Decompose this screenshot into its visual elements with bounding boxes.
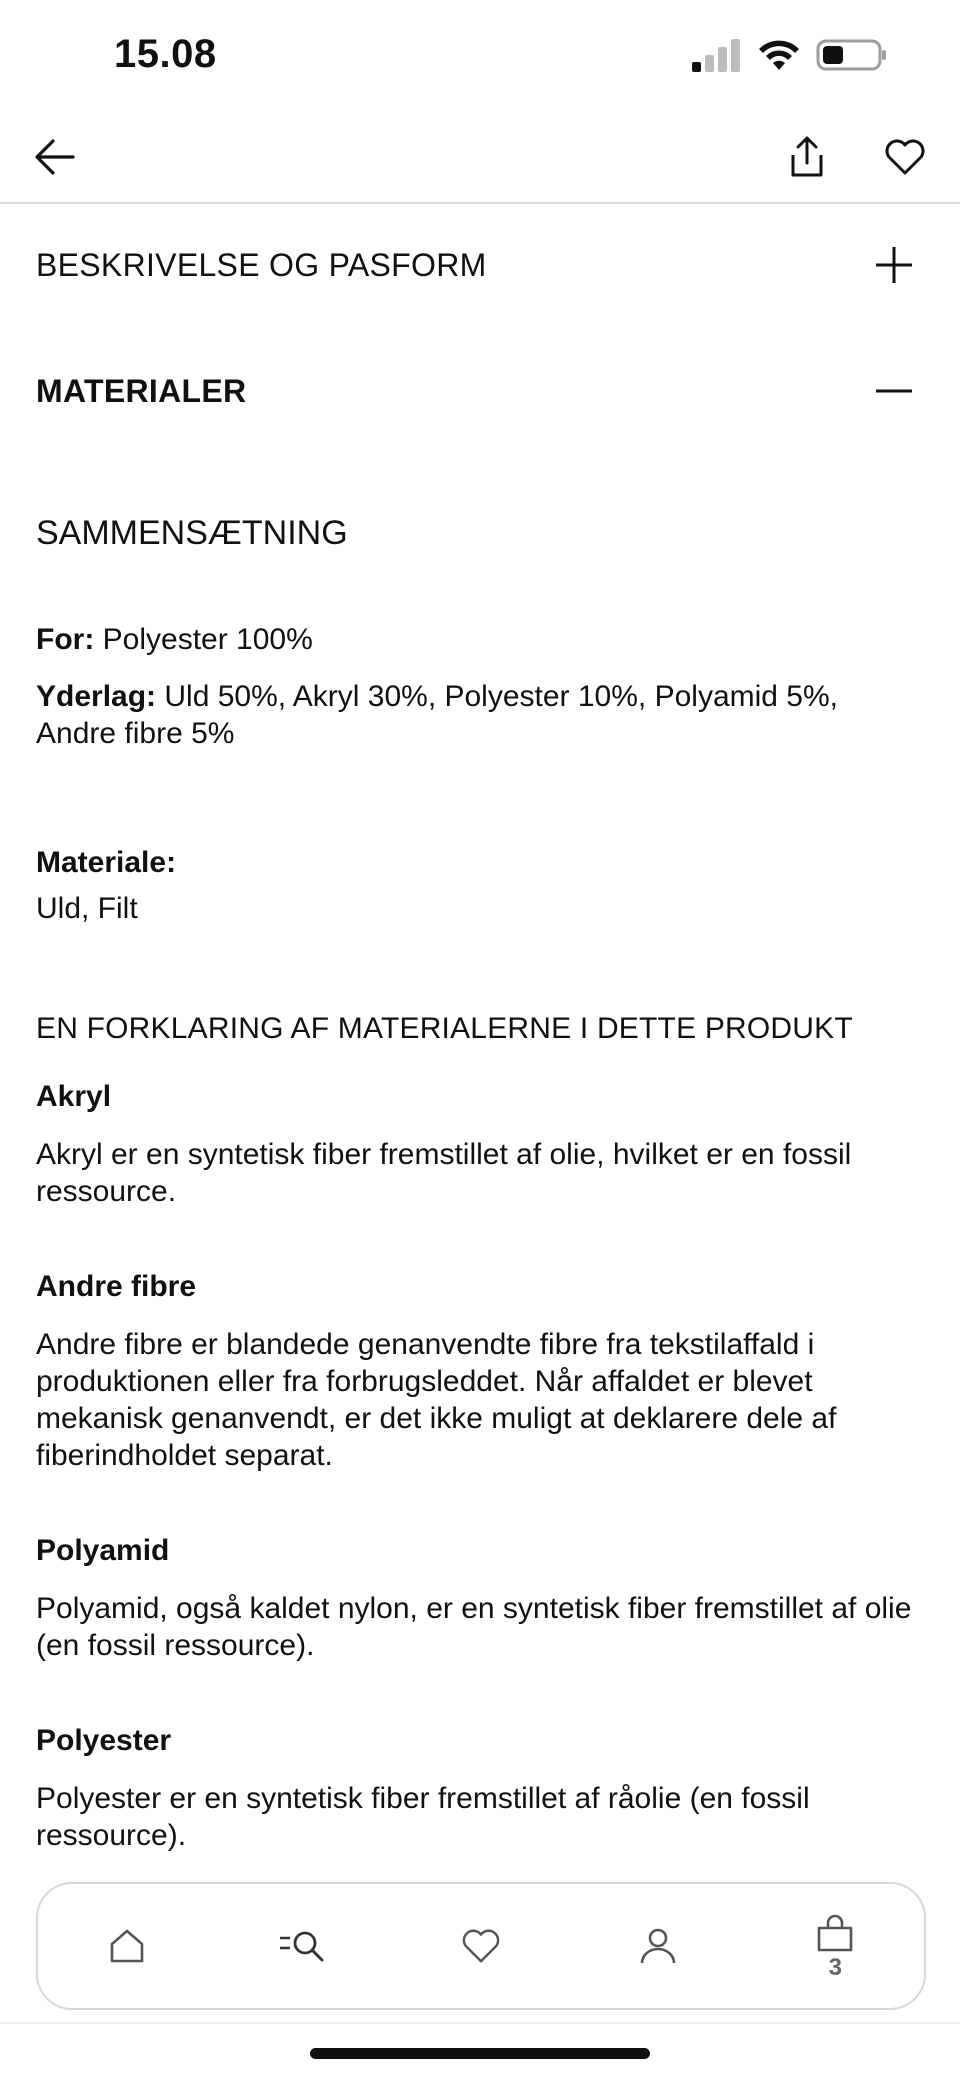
status-icons bbox=[690, 38, 888, 72]
materials-explanation-title: EN FORKLARING AF MATERIALERNE I DETTE PRODUKT bbox=[36, 1012, 853, 1045]
fiber-item bbox=[36, 1724, 916, 1854]
bottom-tab-bar bbox=[36, 1882, 926, 2010]
fiber-item bbox=[36, 1080, 916, 1210]
fiber-name: Polyamid bbox=[36, 1534, 170, 1567]
fiber-description: Andre fibre er blandede genanvendte fibre fra tekstilaffald i produktionen eller fra forbrugsleddet. Når affaldet er blevet mekanisk genanvendt, er det ikke muligt at deklarere dele af fiberindholdet separat. bbox=[36, 1328, 837, 1472]
signal-icon bbox=[690, 38, 742, 72]
lining-label: For: bbox=[36, 623, 95, 656]
composition-outer bbox=[36, 678, 916, 752]
tab-favorites[interactable] bbox=[441, 1906, 521, 1986]
bag-icon bbox=[815, 1914, 855, 1954]
home-indicator bbox=[310, 2048, 650, 2059]
top-nav bbox=[0, 110, 960, 204]
minus-icon bbox=[874, 371, 914, 411]
composition-list bbox=[36, 621, 916, 752]
fiber-item bbox=[36, 1534, 916, 1664]
share-button[interactable] bbox=[782, 132, 832, 182]
outer-label: Yderlag: bbox=[36, 680, 157, 713]
accordion-description[interactable] bbox=[36, 202, 916, 328]
status-bar bbox=[0, 0, 960, 110]
tab-bag[interactable] bbox=[795, 1906, 875, 1986]
fiber-description: Akryl er en syntetisk fiber fremstillet af olie, hvilket er en fossil ressource. bbox=[36, 1138, 852, 1208]
product-details bbox=[36, 202, 916, 1914]
accordion-materials[interactable] bbox=[36, 328, 916, 454]
tab-search[interactable] bbox=[264, 1906, 344, 1986]
fiber-item bbox=[36, 1270, 916, 1474]
tab-home[interactable] bbox=[87, 1906, 167, 1986]
accordion-materials-title: MATERIALER bbox=[36, 372, 247, 409]
bag-count-badge: 3 bbox=[828, 1954, 843, 1981]
lining-value: Polyester 100% bbox=[94, 623, 313, 656]
fiber-description: Polyester er en syntetisk fiber fremstillet af råolie (en fossil ressource). bbox=[36, 1782, 810, 1852]
plus-icon bbox=[874, 245, 914, 285]
share-icon bbox=[785, 135, 829, 179]
arrow-left-icon bbox=[33, 137, 77, 177]
search-icon bbox=[278, 1926, 330, 1966]
status-time: 15.08 bbox=[114, 32, 217, 76]
fiber-description: Polyamid, også kaldet nylon, er en syntetisk fiber fremstillet af olie (en fossil ressource). bbox=[36, 1592, 912, 1662]
collapse-button[interactable] bbox=[872, 369, 916, 413]
material-label: Materiale: bbox=[36, 846, 177, 879]
fiber-name: Andre fibre bbox=[36, 1270, 197, 1303]
heart-icon bbox=[461, 1927, 501, 1965]
fiber-name: Polyester bbox=[36, 1724, 172, 1757]
fiber-name: Akryl bbox=[36, 1080, 112, 1113]
outer-value: Uld 50%, Akryl 30%, Polyester 10%, Polyamid 5%, Andre fibre 5% bbox=[36, 680, 839, 750]
back-button[interactable] bbox=[30, 132, 80, 182]
battery-icon bbox=[816, 38, 888, 72]
heart-icon bbox=[884, 137, 926, 177]
composition-title: SAMMENSÆTNING bbox=[36, 514, 348, 552]
tab-account[interactable] bbox=[618, 1906, 698, 1986]
accordion-description-title: BESKRIVELSE OG PASFORM bbox=[36, 246, 487, 283]
home-icon bbox=[107, 1926, 147, 1966]
wifi-icon bbox=[756, 38, 802, 72]
favorite-button[interactable] bbox=[880, 132, 930, 182]
person-icon bbox=[638, 1926, 678, 1966]
expand-button[interactable] bbox=[872, 243, 916, 287]
material-value: Uld, Filt bbox=[36, 892, 138, 925]
composition-lining bbox=[36, 621, 916, 658]
material-block bbox=[36, 840, 916, 932]
